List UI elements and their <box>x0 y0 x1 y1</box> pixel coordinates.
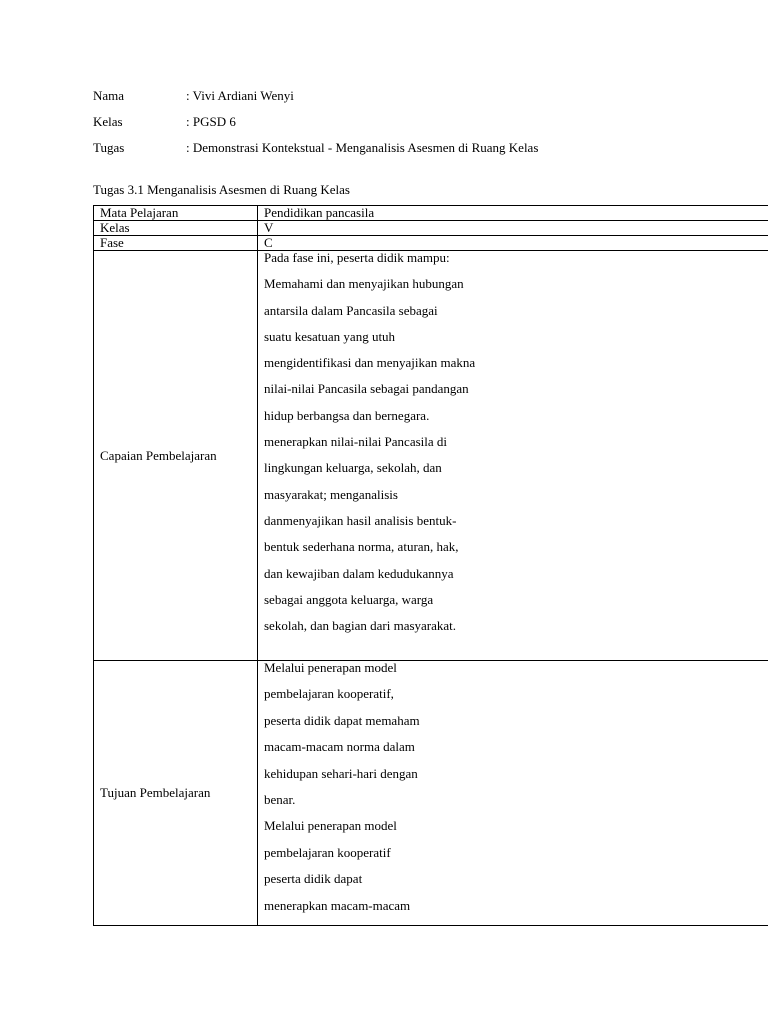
text-line: peserta didik dapat <box>264 871 363 887</box>
text-line: menerapkan macam-macam <box>264 897 411 913</box>
text-line: peserta didik dapat memaham <box>264 712 420 728</box>
text-line: benar. <box>264 791 296 807</box>
text-line: macam-macam norma dalam <box>264 739 415 755</box>
kelas-label: Kelas <box>93 114 123 129</box>
text-line: mengidentifikasi dan menyajikan makna <box>264 355 476 371</box>
text-line: Pada fase ini, peserta didik mampu: <box>264 250 450 265</box>
assessment-table <box>93 205 768 926</box>
tujuan-cell <box>258 661 768 926</box>
text-line: bentuk sederhana norma, aturan, hak, <box>264 539 459 555</box>
capaian-cell <box>258 251 768 661</box>
tugas-value: : Demonstrasi Kontekstual - Menganalisis Asesmen di Ruang Kelas <box>186 140 539 155</box>
nama-value: : Vivi Ardiani Wenyi <box>186 88 294 103</box>
text-line: menerapkan nilai-nilai Pancasila di <box>264 434 448 450</box>
row-label: Kelas <box>94 221 258 236</box>
text-line: antarsila dalam Pancasila sebagai <box>264 302 438 318</box>
table-row <box>94 206 768 221</box>
text-line: sekolah, dan bagian dari masyarakat. <box>264 618 457 634</box>
table-row <box>94 221 768 236</box>
row-value: C <box>258 236 768 251</box>
text-line: Melalui penerapan model <box>264 660 397 675</box>
text-line: dan kewajiban dalam kedudukannya <box>264 565 454 581</box>
text-line: hidup berbangsa dan bernegara. <box>264 407 430 423</box>
nama-label: Nama <box>93 88 125 103</box>
tujuan-label: Tujuan Pembelajaran <box>94 661 258 926</box>
text-line: sebagai anggota keluarga, warga <box>264 591 434 607</box>
text-line: pembelajaran kooperatif, <box>264 686 394 702</box>
text-line: pembelajaran kooperatif <box>264 844 391 860</box>
capaian-label: Capaian Pembelajaran <box>94 251 258 661</box>
task-title: Tugas 3.1 Menganalisis Asesmen di Ruang Kelas <box>93 182 350 197</box>
tujuan-row <box>94 661 768 926</box>
tugas-label: Tugas <box>93 140 125 155</box>
capaian-lines <box>264 251 768 645</box>
text-line: Memahami dan menyajikan hubungan <box>264 276 464 292</box>
text-line: masyarakat; menganalisis <box>264 486 398 502</box>
row-value: V <box>258 221 768 236</box>
capaian-row <box>94 251 768 661</box>
text-line: nilai-nilai Pancasila sebagai pandangan <box>264 381 469 397</box>
text-line: suatu kesatuan yang utuh <box>264 328 396 344</box>
text-line: lingkungan keluarga, sekolah, dan <box>264 460 442 476</box>
table-row <box>94 236 768 251</box>
text-line: danmenyajikan hasil analisis bentuk- <box>264 512 457 528</box>
text-line: Melalui penerapan model <box>264 818 397 834</box>
text-line: kehidupan sehari-hari dengan <box>264 765 418 781</box>
row-label: Mata Pelajaran <box>94 206 258 221</box>
tujuan-lines <box>264 661 768 925</box>
kelas-value: : PGSD 6 <box>186 114 236 129</box>
row-value: Pendidikan pancasila <box>258 206 768 221</box>
row-label: Fase <box>94 236 258 251</box>
